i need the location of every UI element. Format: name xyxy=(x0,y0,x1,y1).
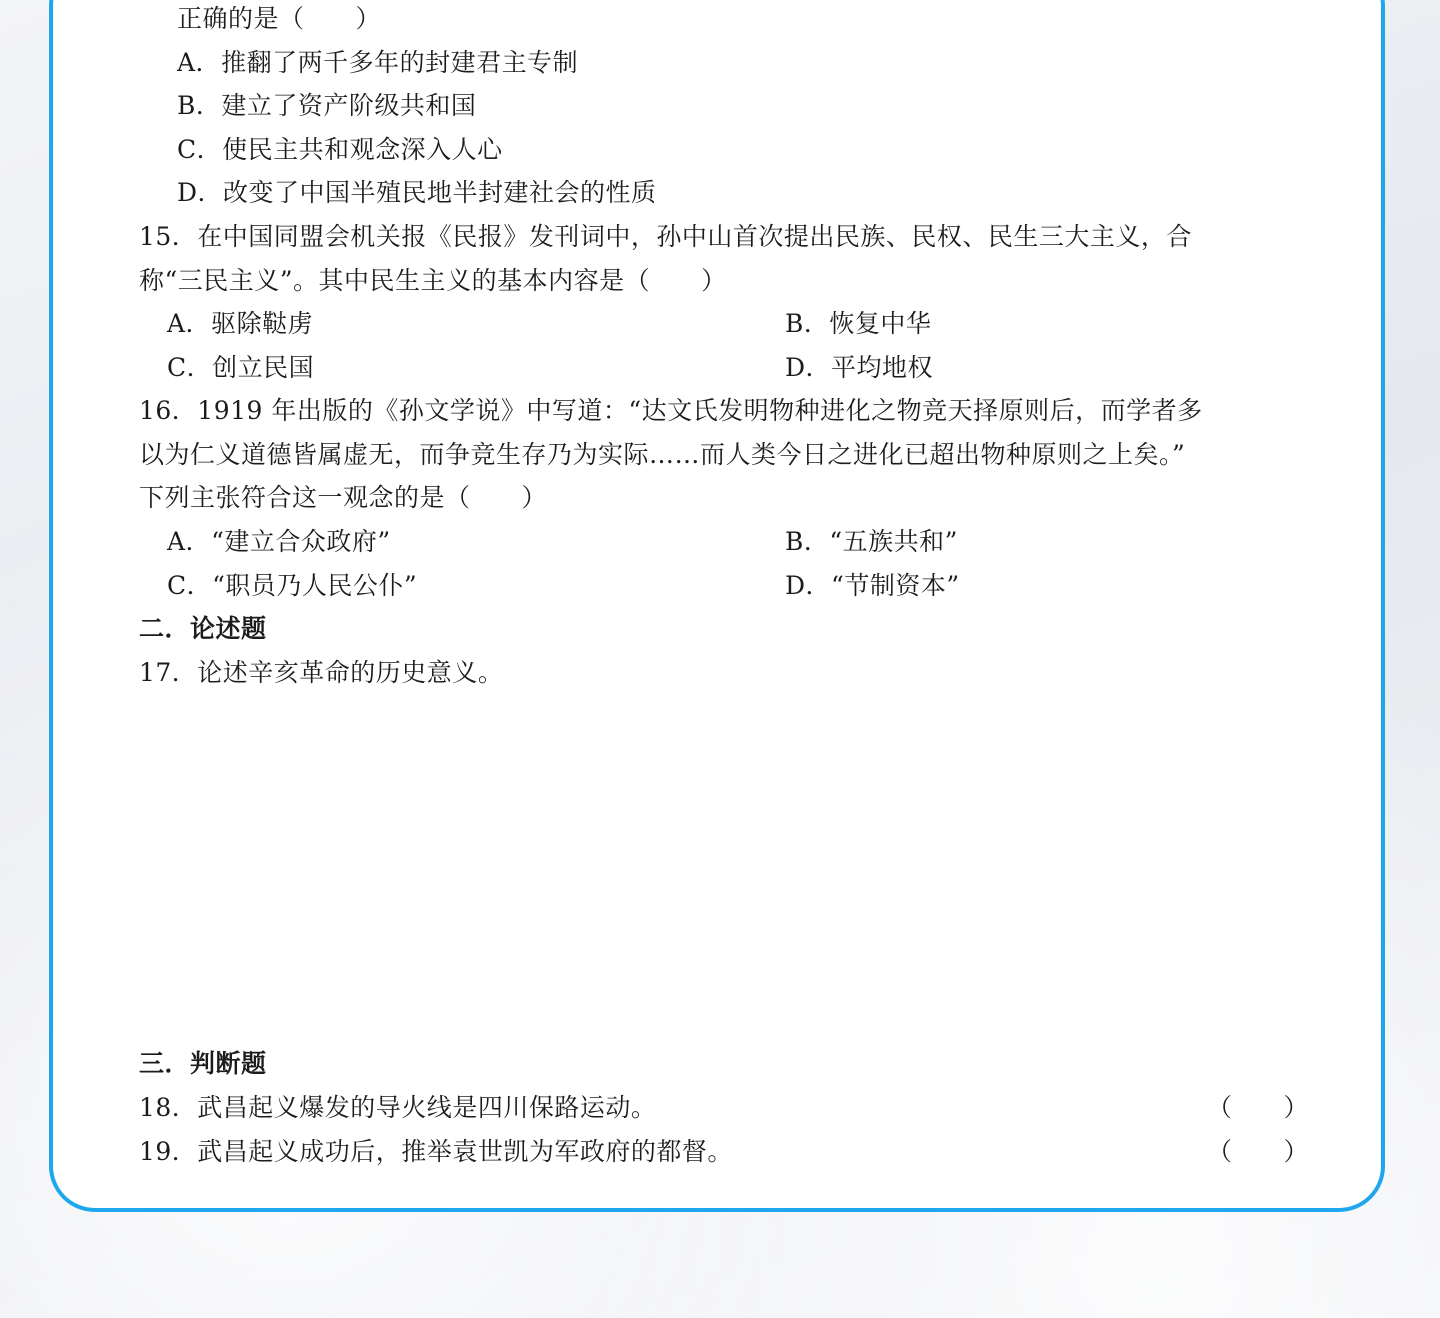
q14-option-c[interactable] xyxy=(177,135,503,165)
option-letter: C． xyxy=(167,571,213,600)
q15-option-d[interactable] xyxy=(785,353,933,383)
q14-option-a[interactable] xyxy=(177,48,578,78)
option-letter: B． xyxy=(785,309,830,338)
q16-option-d[interactable] xyxy=(785,571,960,601)
option-letter: B． xyxy=(177,91,222,120)
option-text: “职员乃人民公仆” xyxy=(212,571,418,600)
option-letter: A． xyxy=(167,527,212,556)
option-text: 使民主共和观念深入人心 xyxy=(222,135,503,164)
option-text: “五族共和” xyxy=(829,527,958,556)
q16-stem-line1: 16．1919 年出版的《孙文学说》中写道：“达文氏发明物种进化之物竞天择原则后，而学者多 xyxy=(139,396,1203,425)
q14-option-d[interactable] xyxy=(177,178,657,208)
q14-stem-tail: 正确的是（ ） xyxy=(177,4,382,33)
option-letter: D． xyxy=(177,178,224,207)
q18-stem: 18．武昌起义爆发的导火线是四川保路运动。 xyxy=(139,1093,657,1122)
q15-stem-line2: 称“三民主义”。其中民生主义的基本内容是（ ） xyxy=(139,266,727,295)
option-letter: A． xyxy=(177,48,222,77)
option-text: “节制资本” xyxy=(831,571,960,600)
q14-option-b[interactable] xyxy=(177,91,476,121)
section-heading-true-false: 三．判断题 xyxy=(139,1049,267,1078)
q19-answer-blank[interactable]: （ ） xyxy=(1207,1137,1310,1166)
q19-stem: 19．武昌起义成功后，推举袁世凯为军政府的都督。 xyxy=(139,1137,733,1166)
option-letter: B． xyxy=(785,527,830,556)
q18-answer-blank[interactable]: （ ） xyxy=(1207,1093,1310,1122)
q16-option-a[interactable] xyxy=(167,527,391,557)
option-text: 恢复中华 xyxy=(829,309,932,338)
q16-option-c[interactable] xyxy=(167,571,417,601)
q15-stem-line1: 15．在中国同盟会机关报《民报》发刊词中，孙中山首次提出民族、民权、民生三大主义，合 xyxy=(139,222,1192,251)
option-text: 改变了中国半殖民地半封建社会的性质 xyxy=(223,178,657,207)
section-heading-essay: 二．论述题 xyxy=(139,614,267,643)
q16-stem-line2: 以为仁义道德皆属虚无，而争竞生存乃为实际……而人类今日之进化已超出物种原则之上矣。” xyxy=(139,440,1186,469)
option-letter: C． xyxy=(177,135,223,164)
option-text: 创立民国 xyxy=(212,353,315,382)
option-text: “建立合众政府” xyxy=(211,527,391,556)
option-letter: C． xyxy=(167,353,213,382)
option-letter: D． xyxy=(785,571,832,600)
option-text: 推翻了两千多年的封建君主专制 xyxy=(221,48,579,77)
option-text: 建立了资产阶级共和国 xyxy=(221,91,477,120)
option-letter: A． xyxy=(167,309,212,338)
q16-option-b[interactable] xyxy=(785,527,958,557)
q15-option-c[interactable] xyxy=(167,353,314,383)
q15-option-a[interactable] xyxy=(167,309,313,339)
q16-stem-line3: 下列主张符合这一观念的是（ ） xyxy=(139,483,548,512)
q17-stem: 17．论述辛亥革命的历史意义。 xyxy=(139,658,504,687)
option-text: 平均地权 xyxy=(831,353,934,382)
option-text: 驱除鞑虏 xyxy=(211,309,314,338)
q15-option-b[interactable] xyxy=(785,309,931,339)
option-letter: D． xyxy=(785,353,832,382)
